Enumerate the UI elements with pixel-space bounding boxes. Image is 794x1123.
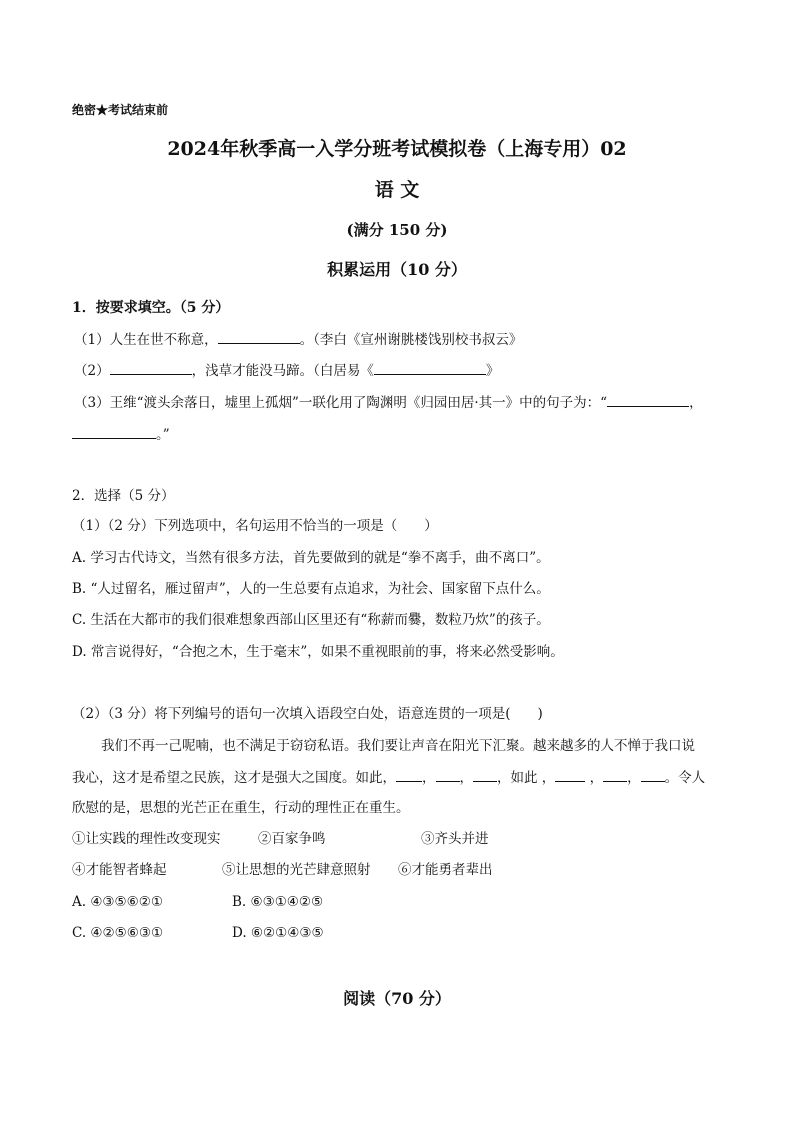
q2-option-b: B. “人过留名，雁过留声”，人的一生总要有点追求，为社会、国家留下点什么。 bbox=[72, 581, 550, 597]
sentence-item: ③齐头并进 bbox=[421, 831, 489, 847]
q1-part-2: （2） ，浅草才能没马蹄。（白居易《 》 bbox=[74, 363, 500, 379]
sentence-item: ④才能智者蜂起 bbox=[72, 862, 167, 878]
q2-sub-2: （2）（3 分）将下列编号的语句一次填入语段空白处，语意连贯的一项是( ) bbox=[72, 706, 543, 722]
sentence-items-row-2 bbox=[72, 861, 493, 879]
q2-option-a: A. 学习古代诗文，当然有很多方法，首先要做到的就是“拳不离手，曲不离口”。 bbox=[72, 550, 550, 566]
q2-option-d: D. 常言说得好，“合抱之木，生于毫末”，如果不重视眼前的事，将来必然受影响。 bbox=[72, 644, 564, 660]
sentence-item: ⑥才能勇者辈出 bbox=[398, 862, 493, 878]
q1-part-1: （1）人生在世不称意， 。（李白《宣州谢朓楼饯别校书叔云》 bbox=[74, 332, 523, 348]
choice-a: A. ④③⑤⑥②① bbox=[72, 894, 163, 910]
q2-option-c: C. 生活在大都市的我们很难想象西部山区里还有“称薪而爨，数粒乃炊”的孩子。 bbox=[72, 612, 550, 628]
sentence-item: ⑤让思想的光芒肆意照射 bbox=[222, 862, 371, 878]
choice-b: B. ⑥③①④②⑤ bbox=[232, 894, 324, 910]
choice-d: D. ⑥②①④③⑤ bbox=[232, 925, 324, 941]
section-title-accumulation: 积累运用（10 分） bbox=[327, 260, 467, 279]
sentence-items-row-1 bbox=[72, 830, 489, 848]
question-2-title: 2．选择（5 分） bbox=[72, 488, 175, 504]
full-score: (满分 150 分) bbox=[346, 221, 448, 239]
q1-part-3: （3）王维“渡头余落日，墟里上孤烟”一联化用了陶渊明《归园田居·其一》中的句子为：“ ， bbox=[74, 395, 703, 411]
question-1-title: 1．按要求填空。（5 分） bbox=[72, 300, 230, 316]
confidential-label: 绝密★考试结束前 bbox=[72, 103, 169, 117]
exam-title: 2024年秋季高一入学分班考试模拟卷（上海专用）02 bbox=[167, 138, 627, 160]
section-title-reading: 阅读（70 分） bbox=[343, 989, 451, 1008]
q2-sub-1: （1）（2 分）下列选项中，名句运用不恰当的一项是（ ） bbox=[72, 518, 438, 534]
subject-title: 语 文 bbox=[374, 179, 420, 201]
choice-c: C. ④②⑤⑥③① bbox=[72, 925, 164, 941]
passage-line-3: 欣慰的是，思想的光芒正在重生，行动的理性正在重生。 bbox=[72, 800, 410, 816]
q2-choices-row-1 bbox=[72, 893, 323, 911]
sentence-item: ②百家争鸣 bbox=[258, 831, 326, 847]
q2-choices-row-2 bbox=[72, 924, 324, 942]
passage-line-2: 我心，这才是希望之民族，这才是强大之国度。如此， ， ， ，如此 ， ， ， 。令人 bbox=[72, 770, 706, 786]
passage-line-1: 我们不再一己呢喃，也不满足于窃窃私语。我们要让声音在阳光下汇聚。越来越多的人不惮于我口说 bbox=[101, 738, 695, 754]
sentence-item: ①让实践的理性改变现实 bbox=[72, 831, 221, 847]
q1-part-3-cont: 。” bbox=[72, 425, 170, 444]
